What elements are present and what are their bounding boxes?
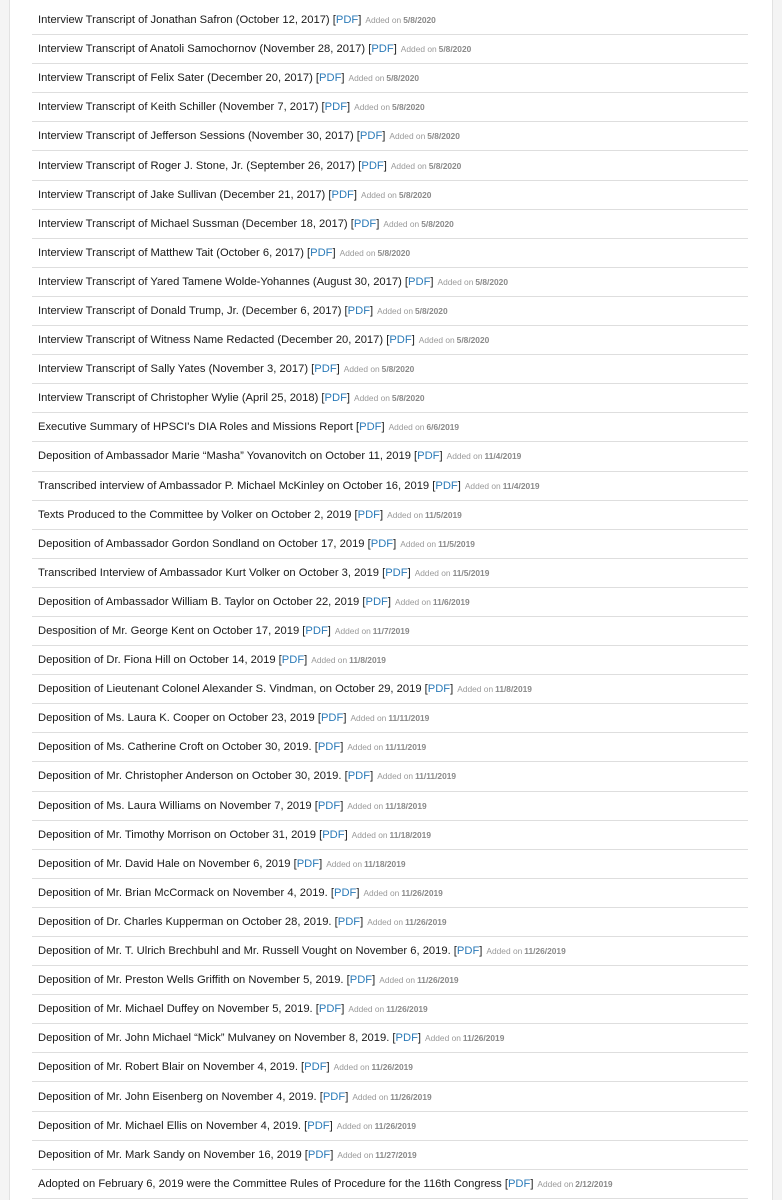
document-title: Deposition of Mr. Michael Ellis on November 4, 2019. bbox=[38, 1119, 302, 1132]
open-bracket: [ bbox=[318, 392, 325, 405]
close-bracket: ] bbox=[370, 304, 374, 317]
document-list-item bbox=[32, 297, 748, 326]
close-bracket: ] bbox=[530, 1177, 534, 1190]
document-title: Deposition of Ms. Laura Williams on November 7, 2019 bbox=[38, 799, 312, 812]
added-label: Added on bbox=[365, 15, 402, 26]
document-list-item bbox=[32, 1170, 748, 1199]
pdf-link[interactable]: PDF bbox=[417, 450, 440, 463]
pdf-link[interactable]: PDF bbox=[296, 857, 320, 870]
close-bracket: ] bbox=[327, 625, 331, 638]
document-title: Interview Transcript of Anatoli Samochornov (November 28, 2017) bbox=[38, 43, 366, 56]
open-bracket: [ bbox=[315, 828, 323, 841]
open-bracket: [ bbox=[303, 246, 311, 259]
added-date: 5/8/2020 bbox=[398, 189, 432, 200]
added-label: Added on bbox=[400, 538, 437, 549]
added-label: Added on bbox=[457, 684, 494, 695]
document-list-item bbox=[32, 1112, 748, 1141]
document-title: Deposition of Ambassador William B. Taylor on October 22, 2019 bbox=[38, 595, 360, 608]
document-list-item bbox=[32, 1141, 748, 1170]
added-label: Added on bbox=[347, 800, 384, 811]
pdf-link[interactable]: PDF bbox=[408, 275, 431, 288]
close-bracket: ] bbox=[353, 188, 357, 201]
added-label: Added on bbox=[389, 131, 426, 142]
open-bracket: [ bbox=[301, 1148, 308, 1161]
close-bracket: ] bbox=[341, 72, 345, 85]
open-bracket: [ bbox=[501, 1177, 508, 1190]
added-label: Added on bbox=[352, 1091, 389, 1102]
pdf-link[interactable]: PDF bbox=[507, 1177, 531, 1190]
document-list-item bbox=[32, 93, 748, 122]
added-label: Added on bbox=[379, 975, 416, 986]
document-list-item bbox=[32, 442, 748, 471]
close-bracket: ] bbox=[358, 14, 362, 27]
document-list-item bbox=[32, 210, 748, 239]
document-title: Executive Summary of HPSCI's DIA Roles and Missions Report bbox=[38, 421, 353, 434]
added-label: Added on bbox=[348, 73, 385, 84]
document-title: Transcribed Interview of Ambassador Kurt Volker on October 3, 2019 bbox=[38, 566, 379, 579]
document-title: Interview Transcript of Donald Trump, Jr. (December 6, 2017) bbox=[38, 304, 342, 317]
open-bracket: [ bbox=[365, 43, 372, 56]
close-bracket: ] bbox=[381, 421, 385, 434]
document-list-item bbox=[32, 559, 748, 588]
document-title: Interview Transcript of Witness Name Redacted (December 20, 2017) bbox=[38, 334, 384, 347]
open-bracket: [ bbox=[410, 450, 418, 463]
open-bracket: [ bbox=[341, 770, 348, 783]
pdf-link[interactable]: PDF bbox=[357, 508, 381, 521]
added-label: Added on bbox=[437, 276, 474, 287]
pdf-link[interactable]: PDF bbox=[318, 1003, 342, 1016]
document-title: Deposition of Mr. David Hale on November 6, 2019 bbox=[38, 857, 291, 870]
document-list-item bbox=[32, 966, 748, 995]
added-date: 11/26/2019 bbox=[374, 1120, 417, 1131]
added-date: 6/6/2019 bbox=[426, 422, 460, 433]
pdf-link[interactable]: PDF bbox=[361, 159, 384, 172]
document-title: Deposition of Mr. Michael Duffey on November 5, 2019. bbox=[38, 1003, 313, 1016]
document-list-item bbox=[32, 268, 748, 297]
document-list-item bbox=[32, 588, 748, 617]
pdf-link[interactable]: PDF bbox=[324, 392, 347, 405]
document-list-item bbox=[32, 151, 748, 180]
open-bracket: [ bbox=[318, 101, 325, 114]
pdf-link[interactable]: PDF bbox=[359, 130, 383, 143]
document-title: Deposition of Mr. Mark Sandy on November 16, 2019 bbox=[38, 1148, 302, 1161]
added-date: 11/6/2019 bbox=[432, 596, 470, 607]
added-date: 11/26/2019 bbox=[417, 975, 459, 986]
document-title: Interview Transcript of Christopher Wylie (April 25, 2018) bbox=[38, 392, 319, 405]
added-label: Added on bbox=[414, 567, 451, 578]
close-bracket: ] bbox=[340, 799, 344, 812]
document-title: Deposition of Mr. Robert Blair on November 4, 2019. bbox=[38, 1061, 298, 1074]
added-label: Added on bbox=[354, 102, 391, 113]
open-bracket: [ bbox=[308, 363, 315, 376]
pdf-link[interactable]: PDF bbox=[307, 1148, 331, 1161]
added-label: Added on bbox=[363, 887, 400, 898]
document-title: Deposition of Dr. Fiona Hill on October 14, 2019 bbox=[38, 654, 276, 667]
open-bracket: [ bbox=[364, 537, 371, 550]
open-bracket: [ bbox=[421, 683, 428, 696]
close-bracket: ] bbox=[343, 712, 347, 725]
open-bracket: [ bbox=[359, 595, 366, 608]
open-bracket: [ bbox=[353, 130, 360, 143]
added-date: 5/8/2020 bbox=[456, 335, 490, 346]
document-title: Interview Transcript of Matthew Tait (October 6, 2017) bbox=[38, 246, 304, 259]
added-label: Added on bbox=[354, 393, 390, 404]
close-bracket: ] bbox=[346, 392, 351, 405]
close-bracket: ] bbox=[383, 159, 387, 172]
added-label: Added on bbox=[367, 916, 404, 927]
added-date: 11/5/2019 bbox=[425, 509, 462, 520]
open-bracket: [ bbox=[299, 625, 306, 638]
close-bracket: ] bbox=[479, 945, 483, 958]
added-label: Added on bbox=[339, 247, 376, 258]
document-list-item bbox=[32, 1053, 748, 1082]
added-date: 11/5/2019 bbox=[438, 538, 475, 549]
close-bracket: ] bbox=[376, 217, 380, 230]
pdf-link[interactable]: PDF bbox=[322, 828, 345, 841]
pdf-link[interactable]: PDF bbox=[337, 915, 361, 928]
added-label: Added on bbox=[350, 713, 387, 724]
document-list-item bbox=[32, 762, 748, 791]
open-bracket: [ bbox=[312, 72, 320, 85]
pdf-link[interactable]: PDF bbox=[331, 188, 354, 201]
added-date: 5/8/2020 bbox=[427, 131, 460, 142]
close-bracket: ] bbox=[457, 479, 461, 492]
added-date: 11/11/2019 bbox=[385, 742, 427, 753]
added-date: 11/26/2019 bbox=[524, 946, 566, 957]
added-date: 5/8/2020 bbox=[392, 102, 425, 113]
pdf-link[interactable]: PDF bbox=[324, 101, 348, 114]
document-title: Deposition of Mr. John Michael “Mick” Mulvaney on November 8, 2019. bbox=[38, 1032, 390, 1045]
document-list-item bbox=[32, 384, 748, 413]
open-bracket: [ bbox=[314, 712, 321, 725]
open-bracket: [ bbox=[331, 915, 338, 928]
added-date: 5/8/2020 bbox=[438, 44, 472, 55]
added-date: 2/12/2019 bbox=[575, 1178, 613, 1189]
pdf-link[interactable]: PDF bbox=[322, 1090, 346, 1103]
open-bracket: [ bbox=[316, 1090, 323, 1103]
open-bracket: [ bbox=[383, 334, 390, 347]
open-bracket: [ bbox=[290, 857, 297, 870]
open-bracket: [ bbox=[311, 799, 318, 812]
document-title: Texts Produced to the Committee by Volker on October 2, 2019 bbox=[38, 508, 352, 521]
pdf-link[interactable]: PDF bbox=[317, 799, 341, 812]
close-bracket: ] bbox=[393, 43, 397, 56]
document-title: Adopted on February 6, 2019 were the Committee Rules of Procedure for the 116th Congress bbox=[38, 1177, 502, 1190]
added-label: Added on bbox=[343, 364, 380, 375]
open-bracket: [ bbox=[401, 275, 409, 288]
document-list-item bbox=[32, 908, 748, 937]
close-bracket: ] bbox=[345, 1090, 349, 1103]
document-title: Interview Transcript of Felix Sater (December 20, 2017) bbox=[38, 72, 313, 85]
added-date: 5/8/2020 bbox=[377, 247, 411, 258]
document-title: Interview Transcript of Jonathan Safron (October 12, 2017) bbox=[38, 14, 330, 27]
document-list-item bbox=[32, 472, 748, 501]
pdf-link[interactable]: PDF bbox=[310, 246, 333, 259]
added-date: 11/26/2019 bbox=[405, 916, 447, 927]
close-bracket: ] bbox=[387, 595, 391, 608]
close-bracket: ] bbox=[326, 1061, 330, 1074]
added-date: 11/26/2019 bbox=[371, 1062, 413, 1073]
document-list-item bbox=[32, 995, 748, 1024]
document-title: Interview Transcript of Jefferson Sessions (November 30, 2017) bbox=[38, 130, 354, 143]
pdf-link[interactable]: PDF bbox=[281, 654, 305, 667]
document-list-item bbox=[32, 792, 748, 821]
added-label: Added on bbox=[360, 189, 397, 200]
close-bracket: ] bbox=[304, 654, 308, 667]
close-bracket: ] bbox=[332, 246, 336, 259]
document-title: Transcribed interview of Ambassador P. Michael McKinley on October 16, 2019 bbox=[38, 479, 430, 492]
document-title: Interview Transcript of Yared Tamene Wolde-Yohannes (August 30, 2017) bbox=[38, 275, 402, 288]
document-list-item bbox=[32, 413, 748, 442]
added-date: 11/5/2019 bbox=[452, 567, 490, 578]
pdf-link[interactable]: PDF bbox=[427, 683, 451, 696]
document-title: Deposition of Mr. T. Ulrich Brechbuhl and Mr. Russell Vought on November 6, 2019. bbox=[38, 945, 451, 958]
added-date: 11/26/2019 bbox=[401, 887, 443, 898]
document-title: Deposition of Ambassador Gordon Sondland on October 17, 2019 bbox=[38, 537, 365, 550]
added-label: Added on bbox=[348, 1004, 385, 1015]
document-list-panel bbox=[9, 0, 773, 1200]
pdf-link[interactable]: PDF bbox=[314, 363, 337, 376]
added-date: 5/8/2020 bbox=[415, 305, 448, 316]
document-title: Deposition of Ambassador Marie “Masha” Yovanovitch on October 11, 2019 bbox=[38, 450, 411, 463]
close-bracket: ] bbox=[411, 334, 415, 347]
close-bracket: ] bbox=[329, 1119, 333, 1132]
added-label: Added on bbox=[395, 596, 431, 607]
pdf-link[interactable]: PDF bbox=[319, 72, 342, 85]
document-list-item bbox=[32, 646, 748, 675]
pdf-link[interactable]: PDF bbox=[389, 334, 412, 347]
open-bracket: [ bbox=[355, 159, 362, 172]
document-title: Deposition of Mr. Christopher Anderson on October 30, 2019. bbox=[38, 770, 342, 783]
close-bracket: ] bbox=[319, 857, 323, 870]
document-list-item bbox=[32, 733, 748, 762]
document-list-item bbox=[32, 181, 748, 210]
added-label: Added on bbox=[390, 160, 427, 171]
open-bracket: [ bbox=[347, 217, 354, 230]
document-title: Deposition of Lieutenant Colonel Alexander S. Vindman, on October 29, 2019 bbox=[38, 683, 422, 696]
added-date: 5/8/2020 bbox=[475, 276, 508, 287]
open-bracket: [ bbox=[275, 654, 282, 667]
close-bracket: ] bbox=[450, 683, 454, 696]
added-date: 5/8/2020 bbox=[428, 160, 462, 171]
pdf-link[interactable]: PDF bbox=[395, 1032, 418, 1045]
added-date: 11/18/2019 bbox=[364, 858, 406, 869]
added-label: Added on bbox=[377, 771, 414, 782]
pdf-link[interactable]: PDF bbox=[335, 14, 359, 27]
added-date: 5/8/2020 bbox=[403, 15, 436, 26]
document-title: Interview Transcript of Keith Schiller (November 7, 2017) bbox=[38, 101, 319, 114]
added-label: Added on bbox=[337, 1149, 374, 1160]
pdf-link[interactable]: PDF bbox=[349, 974, 373, 987]
open-bracket: [ bbox=[325, 188, 332, 201]
added-date: 5/8/2020 bbox=[391, 393, 425, 404]
close-bracket: ] bbox=[380, 508, 384, 521]
document-list-item bbox=[32, 675, 748, 704]
added-label: Added on bbox=[383, 218, 420, 229]
document-list-item bbox=[32, 617, 748, 646]
document-title: Interview Transcript of Michael Sussman (December 18, 2017) bbox=[38, 217, 348, 230]
added-date: 11/26/2019 bbox=[462, 1033, 505, 1044]
pdf-link[interactable]: PDF bbox=[385, 566, 408, 579]
document-title: Deposition of Ms. Laura K. Cooper on October 23, 2019 bbox=[38, 712, 315, 725]
close-bracket: ] bbox=[382, 130, 386, 143]
close-bracket: ] bbox=[330, 1148, 334, 1161]
added-label: Added on bbox=[446, 451, 483, 462]
close-bracket: ] bbox=[347, 101, 351, 114]
added-label: Added on bbox=[377, 305, 414, 316]
added-date: 11/11/2019 bbox=[415, 771, 457, 782]
close-bracket: ] bbox=[341, 1003, 345, 1016]
pdf-link[interactable]: PDF bbox=[347, 770, 371, 783]
added-label: Added on bbox=[311, 655, 348, 666]
pdf-link[interactable]: PDF bbox=[370, 537, 394, 550]
close-bracket: ] bbox=[407, 566, 411, 579]
added-date: 11/11/2019 bbox=[388, 713, 430, 724]
added-date: 11/7/2019 bbox=[372, 626, 410, 637]
close-bracket: ] bbox=[360, 915, 364, 928]
document-list-item bbox=[32, 355, 748, 384]
open-bracket: [ bbox=[312, 1003, 319, 1016]
close-bracket: ] bbox=[430, 275, 434, 288]
added-label: Added on bbox=[388, 422, 425, 433]
added-date: 5/8/2020 bbox=[386, 73, 420, 84]
added-date: 5/8/2020 bbox=[381, 364, 415, 375]
close-bracket: ] bbox=[344, 828, 348, 841]
added-date: 11/4/2019 bbox=[502, 480, 540, 491]
added-label: Added on bbox=[464, 480, 501, 491]
document-title: Deposition of Mr. Brian McCormack on November 4, 2019. bbox=[38, 886, 328, 899]
open-bracket: [ bbox=[297, 1061, 305, 1074]
close-bracket: ] bbox=[417, 1032, 422, 1045]
pdf-link[interactable]: PDF bbox=[456, 945, 480, 958]
pdf-link[interactable]: PDF bbox=[320, 712, 344, 725]
open-bracket: [ bbox=[351, 508, 358, 521]
document-title: Interview Transcript of Sally Yates (November 3, 2017) bbox=[38, 363, 309, 376]
pdf-link[interactable]: PDF bbox=[371, 43, 394, 56]
close-bracket: ] bbox=[336, 363, 340, 376]
document-list-item bbox=[32, 704, 748, 733]
added-label: Added on bbox=[333, 1062, 370, 1073]
pdf-link[interactable]: PDF bbox=[307, 1119, 330, 1132]
close-bracket: ] bbox=[393, 537, 397, 550]
open-bracket: [ bbox=[341, 304, 348, 317]
added-label: Added on bbox=[336, 1120, 373, 1131]
added-date: 11/8/2019 bbox=[495, 684, 532, 695]
close-bracket: ] bbox=[370, 770, 374, 783]
added-label: Added on bbox=[418, 335, 455, 346]
document-list-item bbox=[32, 850, 748, 879]
document-list-item bbox=[32, 821, 748, 850]
open-bracket: [ bbox=[311, 741, 318, 754]
open-bracket: [ bbox=[301, 1119, 308, 1132]
document-title: Interview Transcript of Roger J. Stone, Jr. (September 26, 2017) bbox=[38, 159, 356, 172]
open-bracket: [ bbox=[378, 566, 386, 579]
added-label: Added on bbox=[400, 44, 437, 55]
added-label: Added on bbox=[351, 829, 388, 840]
document-list-item bbox=[32, 879, 748, 908]
added-label: Added on bbox=[387, 509, 423, 520]
added-date: 11/4/2019 bbox=[484, 451, 522, 462]
pdf-link[interactable]: PDF bbox=[365, 595, 388, 608]
document-list-item bbox=[32, 122, 748, 151]
document-list-item bbox=[32, 35, 748, 64]
open-bracket: [ bbox=[450, 945, 457, 958]
document-title: Deposition of Dr. Charles Kupperman on October 28, 2019. bbox=[38, 915, 332, 928]
document-list-item bbox=[32, 1082, 748, 1111]
document-list-item bbox=[32, 6, 748, 35]
added-date: 11/8/2019 bbox=[349, 655, 386, 666]
open-bracket: [ bbox=[343, 974, 350, 987]
pdf-link[interactable]: PDF bbox=[353, 217, 377, 230]
added-date: 11/27/2019 bbox=[375, 1149, 417, 1160]
added-date: 11/26/2019 bbox=[386, 1004, 428, 1015]
document-title: Interview Transcript of Jake Sullivan (December 21, 2017) bbox=[38, 188, 326, 201]
close-bracket: ] bbox=[340, 741, 344, 754]
added-label: Added on bbox=[486, 946, 523, 957]
pdf-link[interactable]: PDF bbox=[333, 886, 357, 899]
close-bracket: ] bbox=[439, 450, 443, 463]
document-list-item bbox=[32, 1024, 748, 1053]
close-bracket: ] bbox=[372, 974, 376, 987]
added-label: Added on bbox=[326, 858, 363, 869]
document-title: Deposition of Mr. John Eisenberg on November 4, 2019. bbox=[38, 1090, 317, 1103]
added-date: 5/8/2020 bbox=[421, 218, 454, 229]
open-bracket: [ bbox=[389, 1032, 396, 1045]
close-bracket: ] bbox=[356, 886, 360, 899]
pdf-link[interactable]: PDF bbox=[305, 625, 328, 638]
added-date: 11/26/2019 bbox=[390, 1091, 432, 1102]
document-title: Desposition of Mr. George Kent on October 17, 2019 bbox=[38, 625, 300, 638]
document-list-item bbox=[32, 64, 748, 93]
document-list-item bbox=[32, 239, 748, 268]
open-bracket: [ bbox=[429, 479, 436, 492]
pdf-link[interactable]: PDF bbox=[435, 479, 458, 492]
document-title: Deposition of Mr. Preston Wells Griffith on November 5, 2019. bbox=[38, 974, 344, 987]
document-list-item bbox=[32, 530, 748, 559]
added-label: Added on bbox=[537, 1178, 574, 1189]
added-date: 11/18/2019 bbox=[389, 829, 431, 840]
added-date: 11/18/2019 bbox=[385, 800, 427, 811]
added-label: Added on bbox=[334, 626, 371, 637]
pdf-link[interactable]: PDF bbox=[304, 1061, 327, 1074]
open-bracket: [ bbox=[327, 886, 334, 899]
document-list-item bbox=[32, 501, 748, 530]
open-bracket: [ bbox=[329, 14, 336, 27]
open-bracket: [ bbox=[352, 421, 360, 434]
document-title: Deposition of Mr. Timothy Morrison on October 31, 2019 bbox=[38, 828, 316, 841]
document-list bbox=[32, 6, 748, 1199]
added-label: Added on bbox=[425, 1033, 461, 1044]
pdf-link[interactable]: PDF bbox=[347, 304, 371, 317]
document-title: Deposition of Ms. Catherine Croft on October 30, 2019. bbox=[38, 741, 312, 754]
document-list-item bbox=[32, 326, 748, 355]
pdf-link[interactable]: PDF bbox=[317, 741, 341, 754]
added-label: Added on bbox=[347, 742, 384, 753]
pdf-link[interactable]: PDF bbox=[359, 421, 382, 434]
document-list-item bbox=[32, 937, 748, 966]
